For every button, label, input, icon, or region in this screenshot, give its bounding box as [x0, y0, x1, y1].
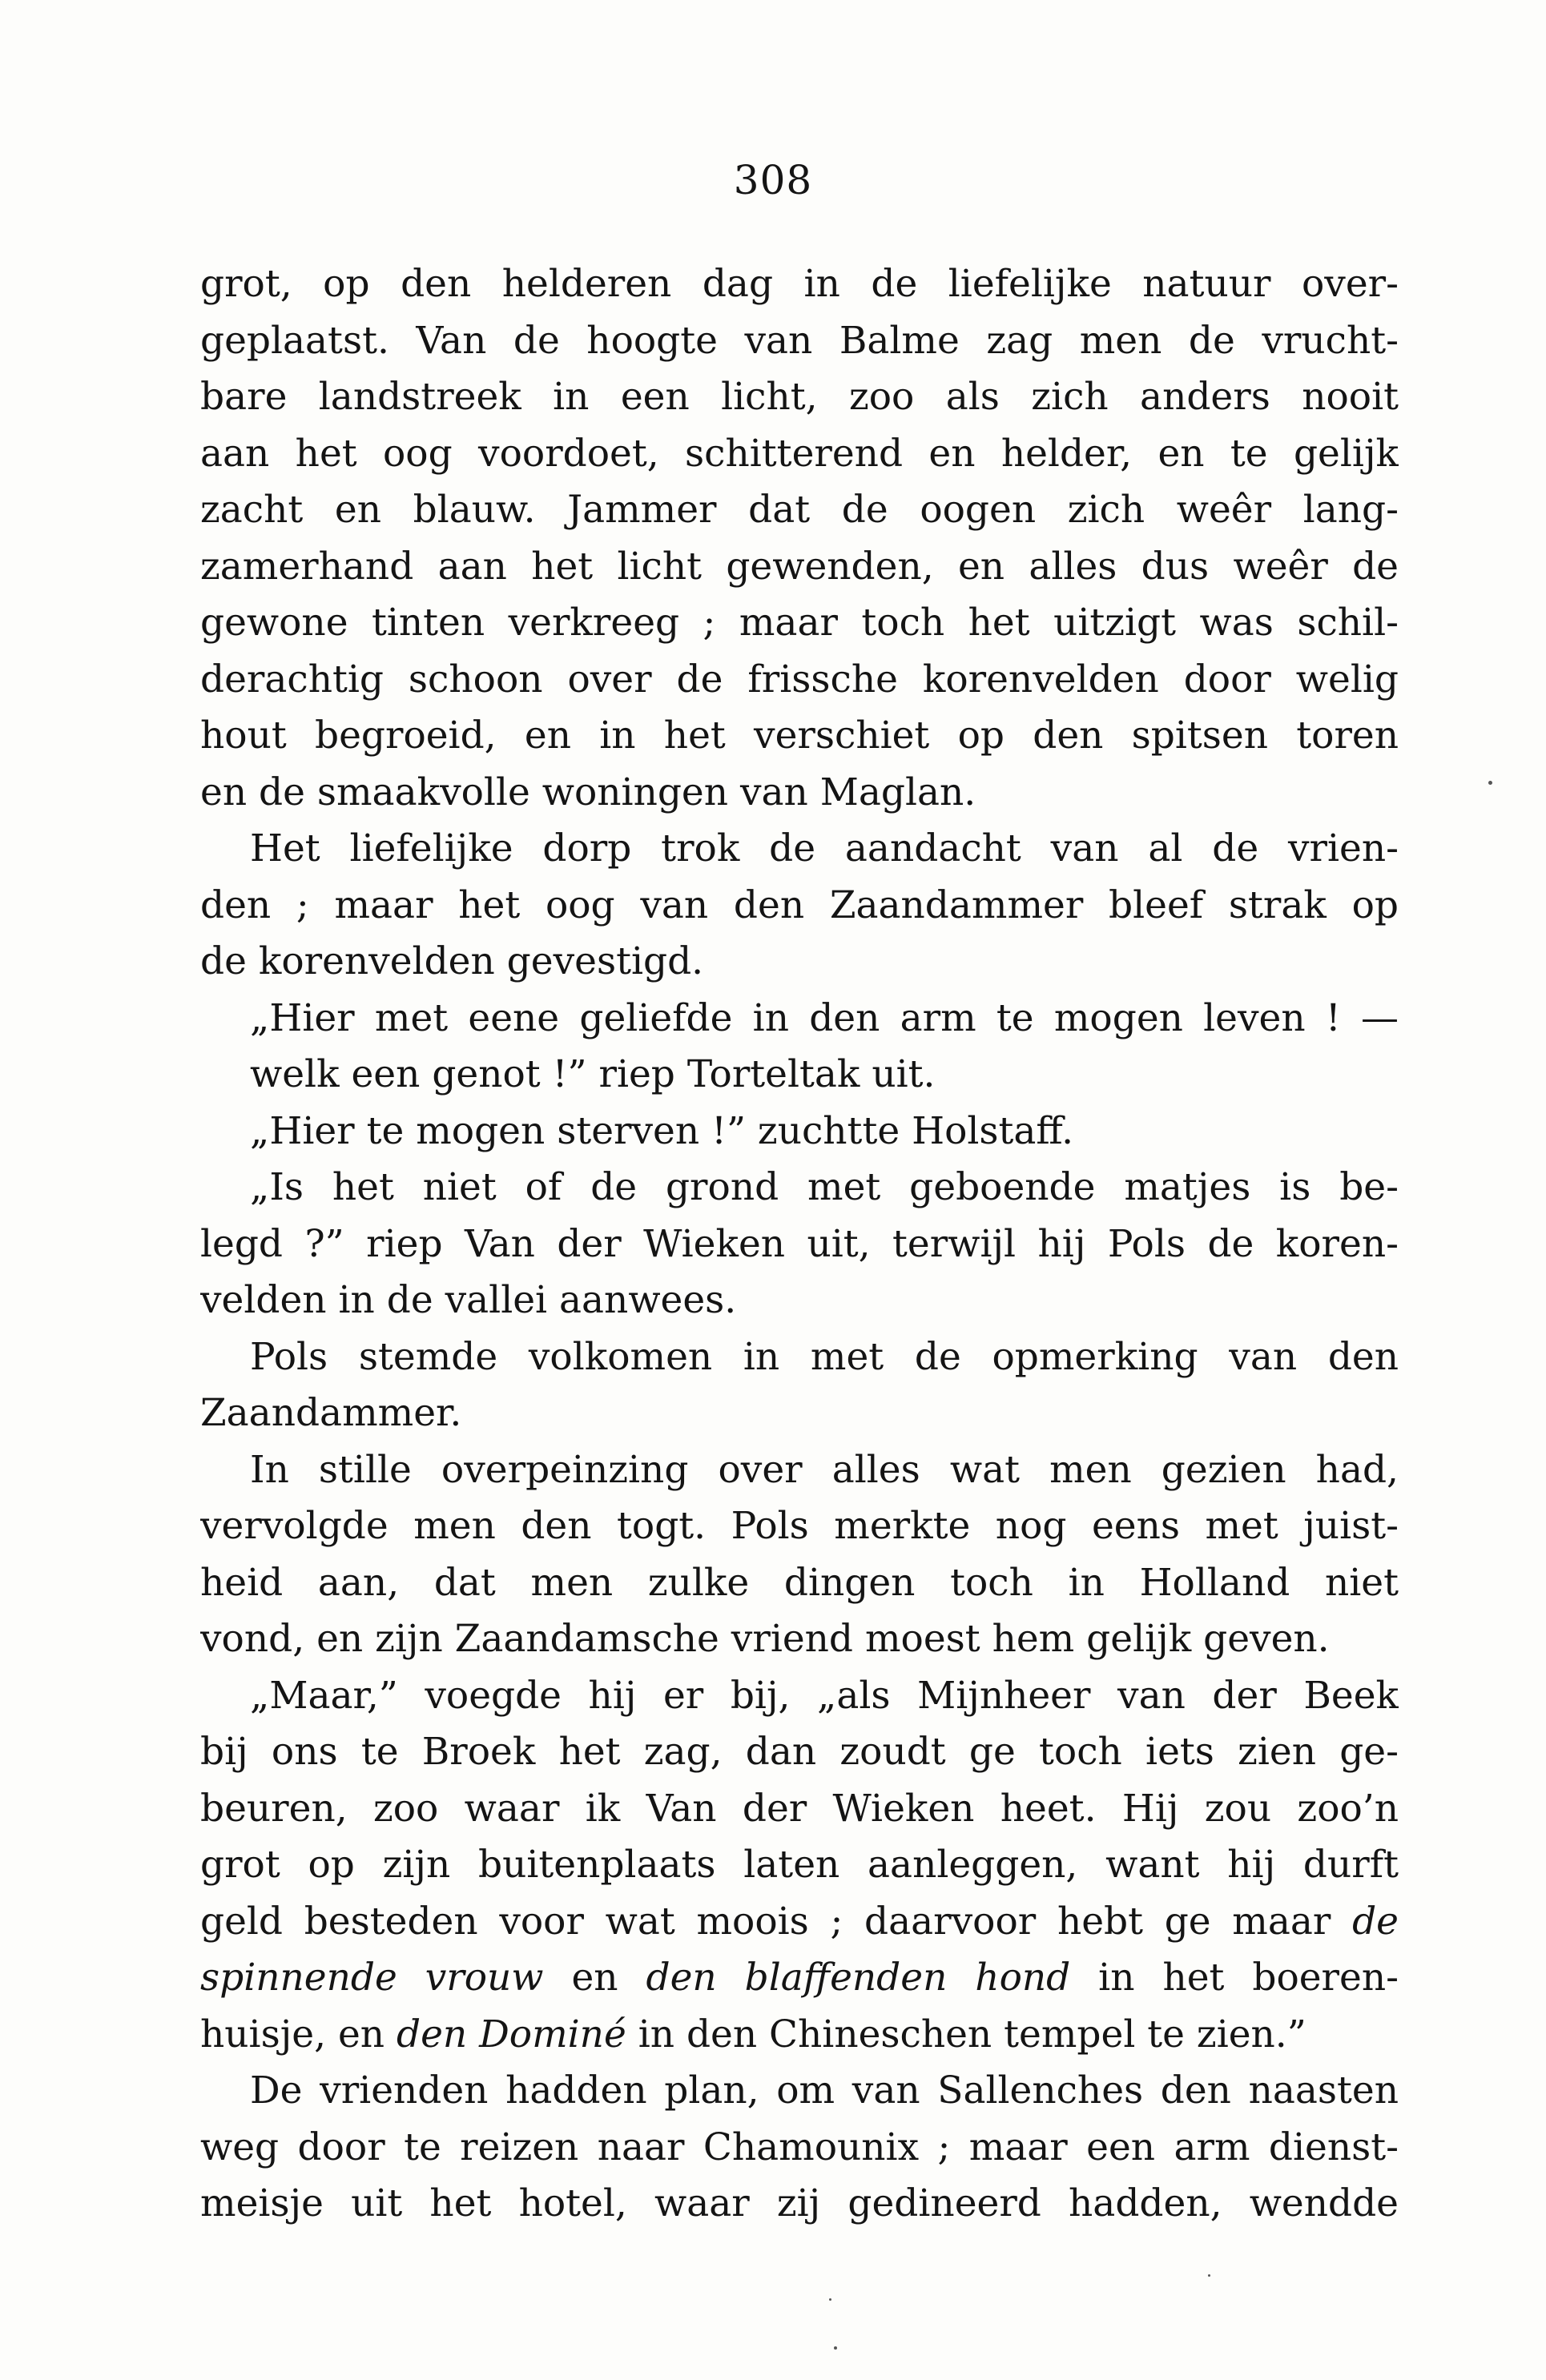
text-line	[200, 1781, 1399, 1838]
paper-speck	[1208, 2274, 1210, 2277]
text-line	[200, 595, 1399, 652]
text-line	[200, 426, 1399, 483]
text-segment: heid aan, dat men zulke dingen toch in Holland niet	[200, 1560, 1399, 1605]
text-segment: Zaandammer.	[200, 1391, 462, 1435]
text-segment: de korenvelden gevestigd.	[200, 939, 704, 983]
text-segment: hout begroeid, en in het verschiet op den spitsen toren	[200, 714, 1399, 758]
italic-text: spinnende vrouw	[200, 1956, 544, 2000]
text-line	[200, 1047, 1399, 1104]
text-line	[200, 708, 1399, 765]
text-line	[200, 934, 1399, 991]
text-line	[200, 2120, 1399, 2177]
text-segment: velden in de vallei aanwees.	[200, 1278, 737, 1322]
text-segment: in den Chineschen tempel te zien.”	[626, 2012, 1306, 2056]
text-segment: geplaatst. Van de hoogte van Balme zag men de vrucht-	[200, 318, 1399, 363]
text-segment: meisje uit het hotel, waar zij gedineerd hadden, wendde	[200, 2181, 1399, 2225]
text-line	[200, 1385, 1399, 1442]
text-segment: huisje, en	[200, 2012, 397, 2056]
text-line	[200, 1555, 1399, 1612]
text-segment: en de smaakvolle woningen van Maglan.	[200, 770, 976, 814]
text-segment: „Is het niet of de grond met geboende matjes is be-	[250, 1165, 1399, 1209]
text-segment: geld besteden voor wat moois ; daarvoor hebt ge maar	[200, 1899, 1353, 1944]
text-line	[200, 652, 1399, 709]
text-segment: De vrienden hadden plan, om van Sallenches den naasten	[250, 2068, 1399, 2113]
italic-text: den blaffenden hond	[646, 1956, 1071, 2000]
text-segment: „Hier met eene geliefde in den arm te mogen leven ! —	[250, 995, 1399, 1040]
text-segment: In stille overpeinzing over alles wat men gezien had,	[250, 1447, 1399, 1492]
text-line	[200, 991, 1399, 1047]
text-segment: vervolgde men den togt. Pols merkte nog eens met juist-	[200, 1504, 1399, 1548]
text-segment: zamerhand aan het licht gewenden, en alles dus weêr de	[200, 544, 1399, 589]
text-line	[200, 1837, 1399, 1894]
text-line	[200, 1668, 1399, 1725]
italic-text: den Dominé	[396, 2012, 626, 2056]
text-line	[200, 1329, 1399, 1386]
text-segment: gewone tinten verkreeg ; maar toch het uitzigt was schil-	[200, 601, 1399, 645]
text-segment: in het boeren-	[1070, 1956, 1399, 2000]
text-segment: grot, op den helderen dag in de liefelijke natuur over-	[200, 262, 1399, 306]
text-line	[200, 369, 1399, 426]
text-segment: zacht en blauw. Jammer dat de oogen zich weêr lang-	[200, 488, 1399, 532]
text-line	[200, 878, 1399, 935]
text-line	[200, 821, 1399, 878]
text-segment: beuren, zoo waar ik Van der Wieken heet. Hij zou zoo’n	[200, 1786, 1399, 1831]
text-segment: „Maar,” voegde hij er bij, „als Mijnheer van der Beek	[250, 1673, 1399, 1718]
text-line	[200, 1160, 1399, 1216]
paper-speck	[829, 2298, 831, 2301]
text-line	[200, 539, 1399, 596]
paper-speck	[1488, 781, 1492, 785]
text-line	[200, 1442, 1399, 1499]
body-text	[200, 256, 1399, 2233]
text-line	[200, 313, 1399, 370]
text-segment: Pols stemde volkomen in met de opmerking van den	[250, 1334, 1399, 1379]
text-line	[200, 765, 1399, 822]
text-segment: bij ons te Broek het zag, dan zoudt ge toch iets zien ge-	[200, 1730, 1399, 1774]
paper-speck	[834, 2346, 837, 2350]
text-segment: derachtig schoon over de frissche korenvelden door welig	[200, 657, 1399, 702]
text-segment: legd ?” riep Van der Wieken uit, terwijl hij Pols de koren-	[200, 1221, 1399, 1266]
text-line	[200, 1724, 1399, 1781]
text-segment: grot op zijn buitenplaats laten aanleggen, want hij durft	[200, 1843, 1399, 1887]
text-line	[200, 2176, 1399, 2233]
text-segment: Het liefelijke dorp trok de aandacht van al de vrien-	[250, 826, 1399, 870]
page-number: 308	[733, 157, 813, 203]
text-segment: en	[543, 1956, 646, 2000]
text-line	[200, 1950, 1399, 2007]
text-segment: vond, en zijn Zaandamsche vriend moest hem gelijk geven.	[200, 1617, 1330, 1661]
text-line	[200, 256, 1399, 313]
text-segment: den ; maar het oog van den Zaandammer bleef strak op	[200, 882, 1399, 927]
text-line	[200, 482, 1399, 539]
text-segment: welk een genot !” riep Torteltak uit.	[250, 1052, 936, 1096]
text-segment: weg door te reizen naar Chamounix ; maar een arm dienst-	[200, 2125, 1399, 2169]
text-line	[200, 1272, 1399, 1329]
italic-text: de	[1352, 1899, 1399, 1944]
text-line	[200, 1611, 1399, 1668]
text-line	[200, 1104, 1399, 1160]
text-line	[200, 2007, 1399, 2064]
text-segment: aan het oog voordoet, schitterend en helder, en te gelijk	[200, 431, 1399, 476]
text-line	[200, 1894, 1399, 1951]
text-segment: „Hier te mogen sterven !” zuchtte Holstaff.	[250, 1108, 1074, 1153]
text-line	[200, 1498, 1399, 1555]
text-line	[200, 2063, 1399, 2120]
text-segment: bare landstreek in een licht, zoo als zich anders nooit	[200, 375, 1399, 419]
text-line	[200, 1216, 1399, 1273]
